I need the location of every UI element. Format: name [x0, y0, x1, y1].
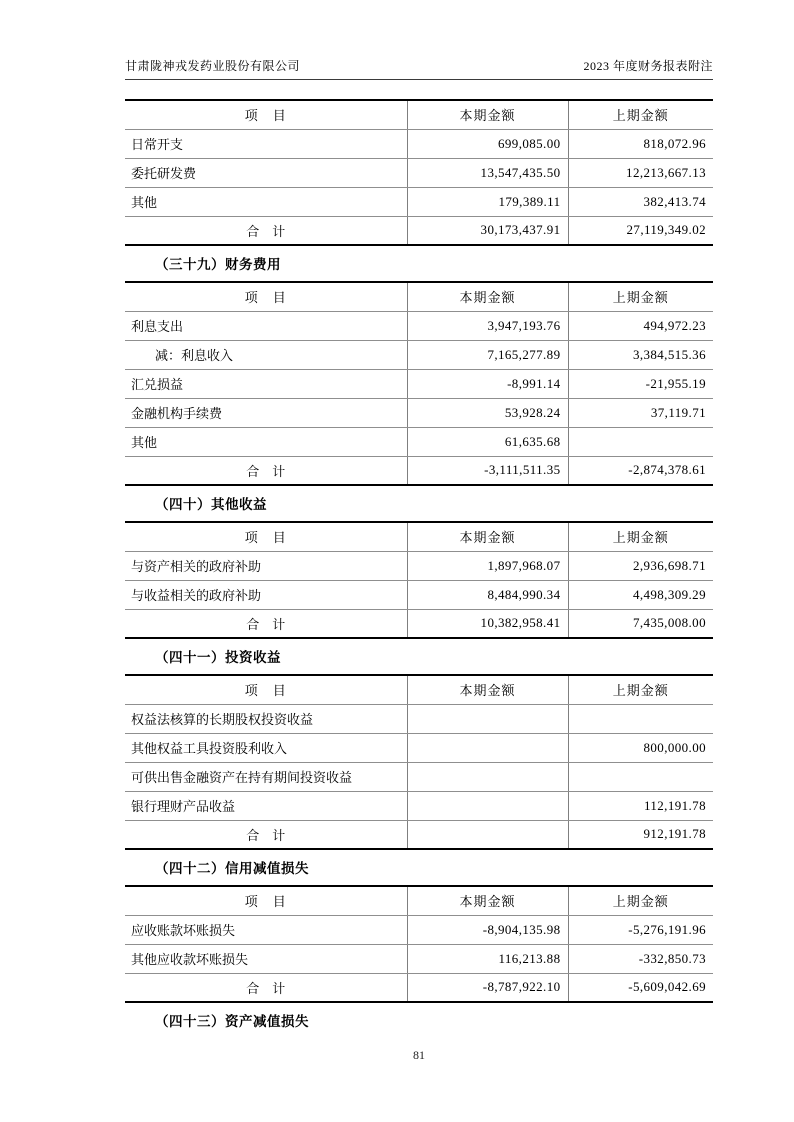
amount-cell: 37,119.71	[568, 398, 713, 427]
column-header: 本期金额	[407, 282, 568, 311]
amount-cell: -5,609,042.69	[568, 973, 713, 1002]
amount-cell: 179,389.11	[407, 187, 568, 216]
item-cell: 可供出售金融资产在持有期间投资收益	[125, 762, 407, 791]
item-cell: 金融机构手续费	[125, 398, 407, 427]
amount-cell: 912,191.78	[568, 820, 713, 849]
item-cell: 其他权益工具投资股利收入	[125, 733, 407, 762]
amount-cell: -2,874,378.61	[568, 456, 713, 485]
table-row	[125, 187, 713, 216]
amount-cell: 3,947,193.76	[407, 311, 568, 340]
column-header: 上期金额	[568, 282, 713, 311]
amount-cell: 4,498,309.29	[568, 580, 713, 609]
amount-cell	[568, 762, 713, 791]
amount-cell	[568, 427, 713, 456]
total-row	[125, 609, 713, 638]
amount-cell: 494,972.23	[568, 311, 713, 340]
table-row	[125, 551, 713, 580]
column-header: 上期金额	[568, 886, 713, 915]
table-header-row	[125, 282, 713, 311]
amount-cell: 8,484,990.34	[407, 580, 568, 609]
table-row	[125, 704, 713, 733]
table-row	[125, 340, 713, 369]
item-cell: 合 计	[246, 827, 286, 843]
column-header: 项 目	[125, 675, 407, 704]
financial-table	[125, 281, 713, 486]
table-row	[125, 733, 713, 762]
item-cell: 合 计	[246, 463, 286, 479]
amount-cell: 800,000.00	[568, 733, 713, 762]
financial-table	[125, 521, 713, 639]
item-cell: 其他	[125, 427, 407, 456]
table-row	[125, 580, 713, 609]
report-title: 2023 年度财务报表附注	[583, 59, 713, 73]
section-title: （四十一）投资收益	[155, 650, 281, 665]
column-header: 本期金额	[407, 675, 568, 704]
section-title: （三十九）财务费用	[155, 257, 281, 272]
item-cell: 与收益相关的政府补助	[125, 580, 407, 609]
amount-cell: 7,165,277.89	[407, 340, 568, 369]
item-cell: 减：利息收入	[125, 340, 407, 369]
total-row	[125, 216, 713, 245]
column-header: 项 目	[125, 886, 407, 915]
amount-cell: -8,904,135.98	[407, 915, 568, 944]
column-header: 项 目	[125, 100, 407, 129]
table-row	[125, 311, 713, 340]
item-cell: 应收账款坏账损失	[125, 915, 407, 944]
amount-cell: 13,547,435.50	[407, 158, 568, 187]
sections-container	[125, 99, 713, 1038]
amount-cell	[407, 733, 568, 762]
amount-cell	[407, 762, 568, 791]
amount-cell: -8,991.14	[407, 369, 568, 398]
financial-table	[125, 885, 713, 1003]
item-cell: 与资产相关的政府补助	[125, 551, 407, 580]
table-row	[125, 762, 713, 791]
item-cell: 合 计	[246, 616, 286, 632]
amount-cell: 699,085.00	[407, 129, 568, 158]
item-cell: 委托研发费	[125, 158, 407, 187]
document-header	[125, 0, 713, 80]
table-row	[125, 398, 713, 427]
amount-cell: 3,384,515.36	[568, 340, 713, 369]
page-number: 81	[413, 1048, 425, 1062]
amount-cell: 61,635.68	[407, 427, 568, 456]
amount-cell: -3,111,511.35	[407, 456, 568, 485]
table-row	[125, 427, 713, 456]
item-cell: 权益法核算的长期股权投资收益	[125, 704, 407, 733]
amount-cell: 2,936,698.71	[568, 551, 713, 580]
column-header: 上期金额	[568, 522, 713, 551]
column-header: 项 目	[125, 282, 407, 311]
amount-cell: 818,072.96	[568, 129, 713, 158]
table-row	[125, 915, 713, 944]
item-cell: 汇兑损益	[125, 369, 407, 398]
financial-table	[125, 99, 713, 246]
column-header: 本期金额	[407, 886, 568, 915]
amount-cell: 112,191.78	[568, 791, 713, 820]
item-cell: 合 计	[246, 980, 286, 996]
amount-cell: -332,850.73	[568, 944, 713, 973]
amount-cell: 12,213,667.13	[568, 158, 713, 187]
table-header-row	[125, 675, 713, 704]
item-cell: 银行理财产品收益	[125, 791, 407, 820]
document-page	[125, 0, 713, 1122]
amount-cell: 1,897,968.07	[407, 551, 568, 580]
table-header-row	[125, 522, 713, 551]
amount-cell: 116,213.88	[407, 944, 568, 973]
amount-cell: 27,119,349.02	[568, 216, 713, 245]
amount-cell: -5,276,191.96	[568, 915, 713, 944]
amount-cell: 10,382,958.41	[407, 609, 568, 638]
item-cell: 其他应收款坏账损失	[125, 944, 407, 973]
column-header: 本期金额	[407, 522, 568, 551]
table-row	[125, 791, 713, 820]
amount-cell	[568, 704, 713, 733]
amount-cell	[407, 791, 568, 820]
section-title: （四十）其他收益	[155, 497, 267, 512]
total-row	[125, 973, 713, 1002]
section-title: （四十三）资产减值损失	[155, 1014, 309, 1029]
table-header-row	[125, 100, 713, 129]
item-cell: 合 计	[246, 223, 286, 239]
total-row	[125, 456, 713, 485]
section-title: （四十二）信用减值损失	[155, 861, 309, 876]
amount-cell: -8,787,922.10	[407, 973, 568, 1002]
amount-cell: 30,173,437.91	[407, 216, 568, 245]
amount-cell: 382,413.74	[568, 187, 713, 216]
item-cell: 其他	[125, 187, 407, 216]
table-row	[125, 944, 713, 973]
amount-cell: 53,928.24	[407, 398, 568, 427]
column-header: 上期金额	[568, 100, 713, 129]
item-cell: 日常开支	[125, 129, 407, 158]
column-header: 项 目	[125, 522, 407, 551]
amount-cell: -21,955.19	[568, 369, 713, 398]
column-header: 上期金额	[568, 675, 713, 704]
amount-cell	[407, 704, 568, 733]
company-name: 甘肃陇神戎发药业股份有限公司	[125, 59, 301, 73]
table-header-row	[125, 886, 713, 915]
financial-table	[125, 674, 713, 850]
total-row	[125, 820, 713, 849]
column-header: 本期金额	[407, 100, 568, 129]
table-row	[125, 158, 713, 187]
amount-cell	[407, 820, 568, 849]
item-cell: 利息支出	[125, 311, 407, 340]
amount-cell: 7,435,008.00	[568, 609, 713, 638]
table-row	[125, 369, 713, 398]
table-row	[125, 129, 713, 158]
